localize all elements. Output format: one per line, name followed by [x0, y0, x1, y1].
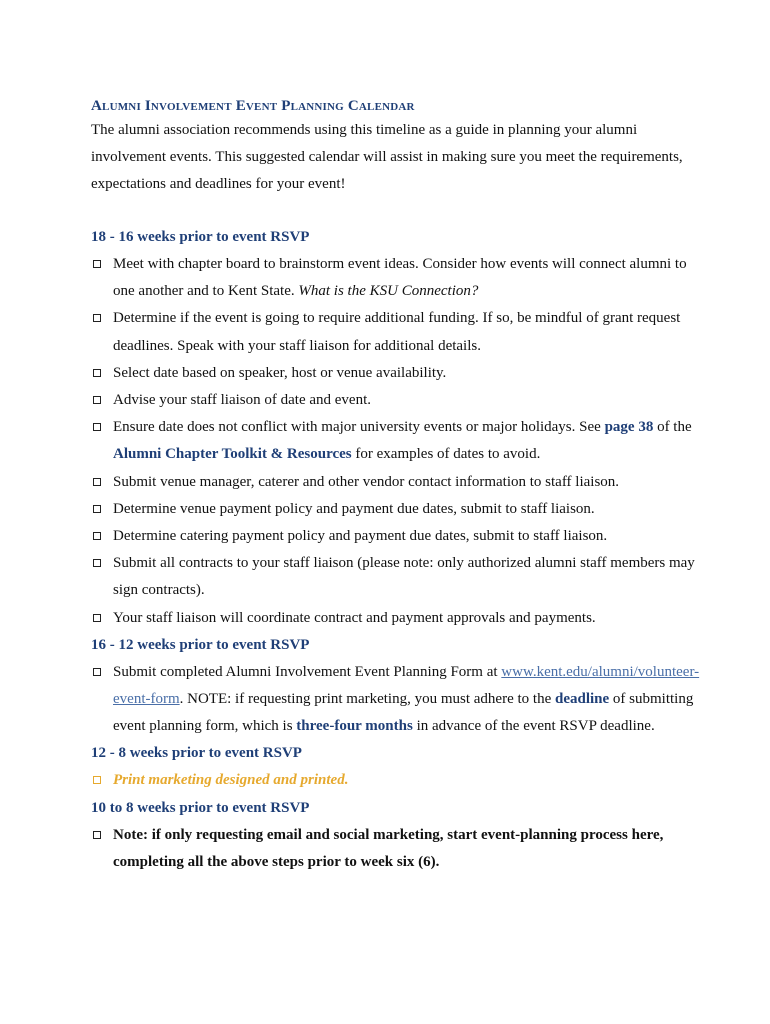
checkbox-icon[interactable] [93, 505, 101, 513]
task-text: Note: if only requesting email and social marketing, start event-planning process here, completing all the above steps prior to week six (6). [113, 826, 664, 870]
checkbox-icon[interactable] [93, 396, 101, 404]
section-heading-12-8-weeks: 12 - 8 weeks prior to event RSVP [91, 745, 302, 762]
task-text: Ensure date does not conflict with major university events or major holidays. See [113, 419, 605, 436]
task-item [91, 659, 711, 741]
task-text: Advise your staff liaison of date and event. [113, 392, 371, 409]
checkbox-icon[interactable] [93, 260, 101, 268]
checkbox-icon[interactable] [93, 478, 101, 486]
event-form-link[interactable]: www.kent.edu/alumni/volunteer-event-form [113, 663, 700, 708]
task-item [91, 523, 711, 550]
section-heading-18-16-weeks: 18 - 16 weeks prior to event RSVP [91, 229, 310, 245]
task-text: Determine if the event is going to require additional funding. If so, be mindful of grant request deadlines. Speak with your staff liaison for additional details. [113, 310, 681, 354]
task-item [91, 305, 711, 359]
task-text: Meet with chapter board to brainstorm event ideas. Consider how events will connect alumni to one another and to Kent State. [113, 256, 687, 300]
task-list-12-8-weeks [91, 767, 711, 794]
checkbox-icon[interactable] [93, 831, 101, 839]
toolkit-reference-link[interactable]: Alumni Chapter Toolkit & Resources [113, 446, 352, 463]
deadline-emphasis: deadline [554, 691, 610, 708]
task-list-16-12-weeks [91, 659, 711, 741]
task-text: Select date based on speaker, host or venue availability. [113, 364, 447, 381]
task-item [91, 550, 711, 604]
task-text: for examples of dates to avoid. [351, 446, 541, 463]
timeline-content [91, 224, 711, 876]
task-item [91, 251, 711, 305]
task-text: Determine catering payment policy and payment due dates, submit to staff liaison. [113, 528, 608, 545]
task-item [91, 605, 711, 632]
task-item [91, 822, 711, 876]
task-item [91, 767, 711, 794]
task-text: Your staff liaison will coordinate contract and payment approvals and payments. [113, 609, 596, 626]
checkbox-icon[interactable] [93, 668, 101, 676]
task-item [91, 360, 711, 387]
task-text: Determine venue payment policy and payment due dates, submit to staff liaison. [113, 500, 595, 517]
task-item [91, 414, 711, 468]
task-list-18-16-weeks [91, 251, 711, 632]
section-heading-10-8-weeks: 10 to 8 weeks prior to event RSVP [91, 799, 310, 816]
task-text: Submit all contracts to your staff liaison (please note: only authorized alumni staff members may sign contracts). [113, 555, 695, 599]
task-text: of the [653, 419, 692, 436]
task-item [91, 496, 711, 523]
checkbox-icon[interactable] [93, 776, 101, 784]
task-list-10-8-weeks [91, 822, 711, 876]
checkbox-icon[interactable] [93, 614, 101, 622]
task-text: in advance of the event RSVP deadline. [412, 718, 655, 735]
checkbox-icon[interactable] [93, 369, 101, 377]
intro-paragraph: The alumni association recommends using this timeline as a guide in planning your alumni involvement events. This suggested calendar will assist in making sure you meet the requirements, expectations and deadlines for your event! [91, 122, 683, 192]
document-title: Alumni Involvement Event Planning Calendar [91, 98, 415, 114]
task-text: of submitting event planning form, which is [113, 691, 694, 735]
task-item [91, 387, 711, 414]
task-item [91, 469, 711, 496]
checkbox-icon[interactable] [93, 314, 101, 322]
checkbox-icon[interactable] [93, 559, 101, 567]
checkbox-icon[interactable] [93, 532, 101, 540]
months-emphasis: three-four months [296, 718, 413, 735]
page-reference-link[interactable]: page 38 [604, 419, 654, 436]
section-heading-16-12-weeks: 16 - 12 weeks prior to event RSVP [91, 636, 310, 653]
checkbox-icon[interactable] [93, 423, 101, 431]
task-text: Submit venue manager, caterer and other vendor contact information to staff liaison. [113, 473, 620, 490]
task-text: Submit completed Alumni Involvement Event Planning Form at [113, 663, 502, 680]
task-text: Print marketing designed and printed. [113, 772, 349, 789]
task-italic-text: What is the KSU Connection? [298, 283, 479, 300]
task-text: . NOTE: if requesting print marketing, you must adhere to the [179, 691, 555, 708]
